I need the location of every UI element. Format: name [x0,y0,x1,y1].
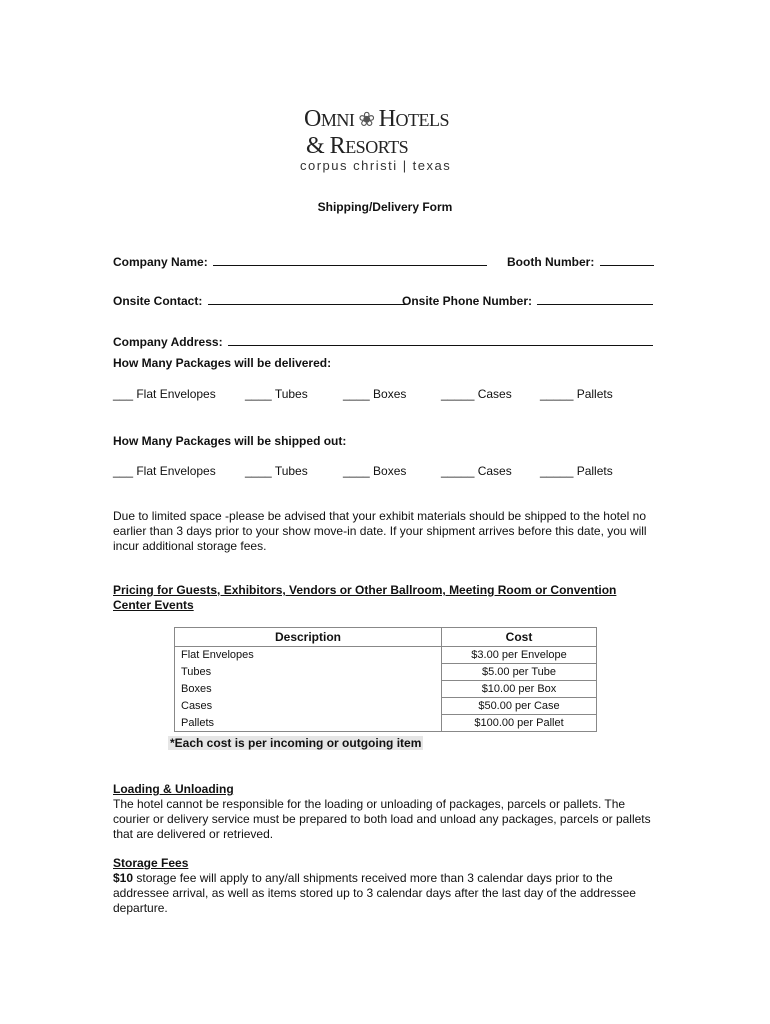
delivered-boxes[interactable]: ____ Boxes [343,387,407,401]
palm-emblem-icon: ❀ [358,109,375,131]
booth-number-label: Booth Number: [507,255,595,269]
delivered-pallets[interactable]: _____ Pallets [540,387,613,401]
row-description: Flat Envelopes [175,647,442,664]
company-address-row [113,334,653,349]
table-row [175,698,597,715]
description-header: Description [175,628,442,647]
shipped-pallets[interactable]: _____ Pallets [540,464,613,478]
row-description: Boxes [175,681,442,698]
cost-header: Cost [442,628,597,647]
pricing-heading: Pricing for Guests, Exhibitors, Vendors or Other Ballroom, Meeting Room or Convention Center Events [113,583,617,612]
row-cost: $100.00 per Pallet [442,715,597,732]
logo-line-1 [304,106,449,133]
loading-heading: Loading & Unloading [113,782,234,796]
company-address-label: Company Address: [113,335,223,349]
table-row [175,681,597,698]
onsite-contact-field[interactable] [208,293,406,305]
storage-paragraph [113,871,653,916]
pricing-table [174,627,597,732]
onsite-phone-row [402,293,653,308]
row-cost: $3.00 per Envelope [442,647,597,664]
onsite-contact-label: Onsite Contact: [113,294,203,308]
shipped-flat-envelopes[interactable]: ___ Flat Envelopes [113,464,216,478]
delivered-flat-envelopes[interactable]: ___ Flat Envelopes [113,387,216,401]
storage-heading: Storage Fees [113,856,189,870]
row-cost: $10.00 per Box [442,681,597,698]
logo-word: ESORTS [345,137,409,157]
booth-number-field[interactable] [600,254,654,266]
logo-word: OTELS [395,110,449,130]
delivered-cases[interactable]: _____ Cases [441,387,512,401]
company-name-row [113,254,487,269]
logo-line-2 [306,133,408,160]
onsite-phone-label: Onsite Phone Number: [402,294,533,308]
shipped-cases[interactable]: _____ Cases [441,464,512,478]
delivered-heading: How Many Packages will be delivered: [113,356,332,370]
company-name-field[interactable] [213,254,487,266]
onsite-contact-row [113,293,406,308]
logo-letter: O [304,106,321,132]
table-row [175,715,597,732]
onsite-phone-field[interactable] [537,293,653,305]
notice-paragraph: Due to limited space -please be advised that your exhibit materials should be shipped to the hotel no earlier than 3 days prior to your show move-in date. If your shipment arrives before this date, you will incur additional storage fees. [113,509,647,553]
table-row [175,647,597,664]
company-address-field[interactable] [228,334,653,346]
company-name-label: Company Name: [113,255,208,269]
row-cost: $50.00 per Case [442,698,597,715]
logo-location: corpus christi | texas [300,158,452,173]
table-header-row [175,628,597,647]
logo-letter: H [378,106,396,132]
shipped-heading: How Many Packages will be shipped out: [113,434,347,448]
logo-word: MNI [320,110,355,130]
booth-number-row [507,254,654,269]
logo-letter: R [329,133,346,159]
form-title: Shipping/Delivery Form [317,200,453,214]
shipped-tubes[interactable]: ____ Tubes [245,464,308,478]
row-description: Tubes [175,664,442,681]
row-description: Pallets [175,715,442,732]
cost-note: *Each cost is per incoming or outgoing item [170,736,422,750]
row-description: Cases [175,698,442,715]
logo-amp: & [306,133,330,159]
storage-amount: $10 [113,871,134,885]
row-cost: $5.00 per Tube [442,664,597,681]
table-row [175,664,597,681]
shipped-boxes[interactable]: ____ Boxes [343,464,407,478]
delivered-tubes[interactable]: ____ Tubes [245,387,308,401]
storage-text: storage fee will apply to any/all shipments received more than 3 calendar days prior to the addressee arrival, as well as items stored up to 3 calendar days after the last day of the addressee departure. [113,871,636,915]
loading-paragraph: The hotel cannot be responsible for the loading or unloading of packages, parcels or pallets. The courier or delivery service must be prepared to both load and unload any packages, parcels or pallets that are delivered or retrieved. [113,797,651,841]
